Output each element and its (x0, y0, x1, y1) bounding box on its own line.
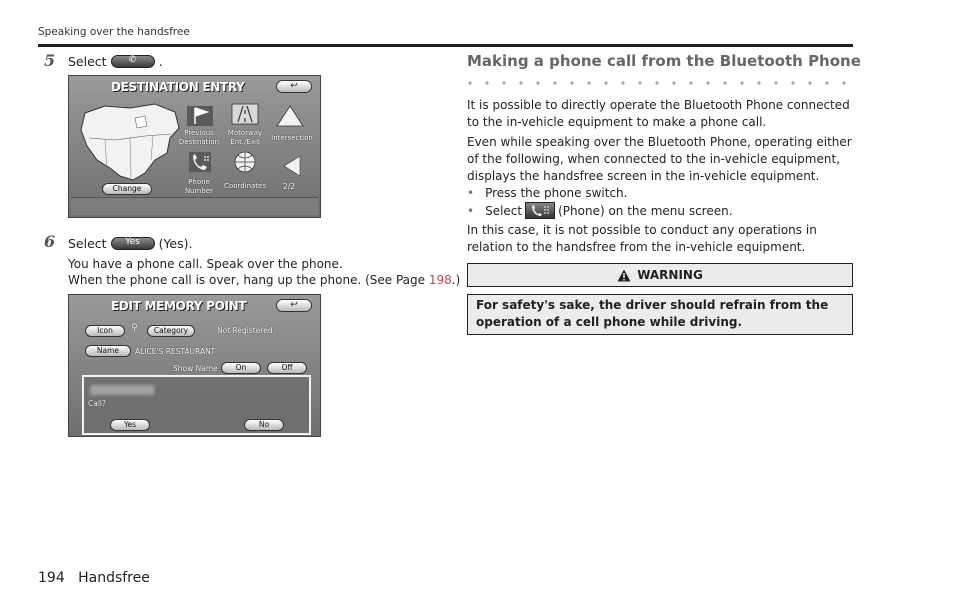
name-value: ALICE'S RESTAURANT (135, 347, 216, 356)
step-6-prefix: Select (68, 236, 107, 251)
dialog-yes-button[interactable]: Yes (110, 419, 150, 431)
blurred-phone-number (90, 385, 154, 395)
intro-paragraph: It is possible to directly operate the Bluetooth Phone connected to the in-vehicle equipment to make a phone call. (467, 98, 850, 129)
globe-icon[interactable] (228, 150, 262, 174)
dotted-divider (467, 80, 853, 86)
bullet-2-suffix: (Phone) on the menu screen. (558, 203, 733, 218)
phone-menu-icon (526, 203, 554, 218)
page-footer (38, 570, 150, 586)
step-5-number: 5 (44, 51, 56, 70)
step-6-note-1: You have a phone call. Speak over the phone. (68, 257, 343, 271)
motorway-icon[interactable] (228, 102, 262, 126)
yes-button-label: Yes (125, 237, 140, 247)
warning-body: For safety's sake, the driver should refrain from the operation of a cell phone while driving. (467, 294, 853, 335)
bullet-1-text: Press the phone switch. (485, 186, 628, 200)
step-6-note-2 (68, 273, 460, 287)
step-5-suffix: . (158, 54, 163, 69)
limitation-paragraph: In this case, it is not possible to conduct any operations in relation to the handsfree from the in-vehicle equipment. (467, 223, 817, 254)
bullet-phone-switch (467, 186, 627, 200)
back-button[interactable]: ↩ (276, 80, 312, 93)
bullet-phone-menu (467, 202, 733, 219)
north-america-map[interactable] (75, 98, 185, 193)
flag-icon[interactable] (183, 104, 217, 128)
phone-icon[interactable] (183, 150, 217, 174)
warning-header (467, 263, 853, 287)
warning-icon (617, 269, 631, 282)
show-name-on-button[interactable]: On (221, 362, 261, 374)
page-indicator: 2/2 (283, 182, 296, 191)
phone-menu-button[interactable] (525, 202, 555, 219)
note-2-suffix: .) (451, 273, 461, 287)
coordinates-label: Coordinates (223, 182, 267, 190)
icon-button[interactable]: Icon (85, 325, 125, 337)
call-dialog (82, 375, 311, 435)
not-registered-text: Not Registered (217, 326, 273, 335)
show-name-label: Show Name (173, 364, 218, 373)
pin-icon: ⚲ (131, 323, 138, 333)
step-6-number: 6 (44, 232, 56, 251)
bullet-dot: • (467, 203, 475, 218)
back-button[interactable]: ↩ (276, 299, 312, 312)
intersection-label: Intersection (271, 134, 313, 142)
page-198-link[interactable]: 198 (428, 273, 452, 287)
destination-entry-screen (68, 75, 321, 218)
dialog-no-button[interactable]: No (244, 419, 284, 431)
phone-handset-button[interactable] (111, 55, 155, 68)
page-number: 194 (38, 570, 65, 586)
warning-label: WARNING (637, 268, 703, 282)
bullet-2-prefix: Select (485, 203, 523, 218)
screen-title: EDIT MEMORY POINT (111, 299, 247, 313)
header-rule (38, 44, 853, 47)
show-name-off-button[interactable]: Off (267, 362, 307, 374)
phone-number-label: Phone Number (184, 178, 214, 195)
edit-memory-point-screen (68, 294, 321, 437)
previous-destination-label: Previous Destination (178, 129, 220, 146)
section-title: Making a phone call from the Bluetooth Phone (467, 52, 861, 70)
intersection-icon[interactable] (273, 104, 307, 128)
handsfree-paragraph: Even while speaking over the Bluetooth Phone, operating either of the following, when connected to the in-vehicle equipment, displays the handsfree screen in the in-vehicle equipment. (467, 135, 852, 183)
change-button[interactable]: Change (102, 183, 152, 195)
step-5-prefix: Select (68, 54, 107, 69)
bullet-dot: • (467, 186, 475, 200)
motorway-label: Motorway Ent./Exit (227, 129, 263, 146)
step-6-suffix: (Yes). (158, 236, 193, 251)
yes-button[interactable] (111, 237, 155, 250)
screen-title: DESTINATION ENTRY (111, 80, 245, 94)
name-button[interactable]: Name (85, 345, 131, 357)
chapter-name: Handsfree (78, 570, 150, 586)
running-header: Speaking over the handsfree (38, 26, 190, 38)
note-2-prefix: When the phone call is over, hang up the phone. (See Page (68, 273, 429, 287)
category-button[interactable]: Category (147, 325, 195, 337)
step-6-instruction (68, 236, 192, 251)
status-bar (71, 197, 318, 215)
phone-handset-icon: ✆ (128, 55, 137, 65)
step-5-instruction (68, 54, 163, 69)
call-question: Call? (88, 399, 106, 408)
page-back-arrow-icon[interactable] (276, 154, 310, 178)
